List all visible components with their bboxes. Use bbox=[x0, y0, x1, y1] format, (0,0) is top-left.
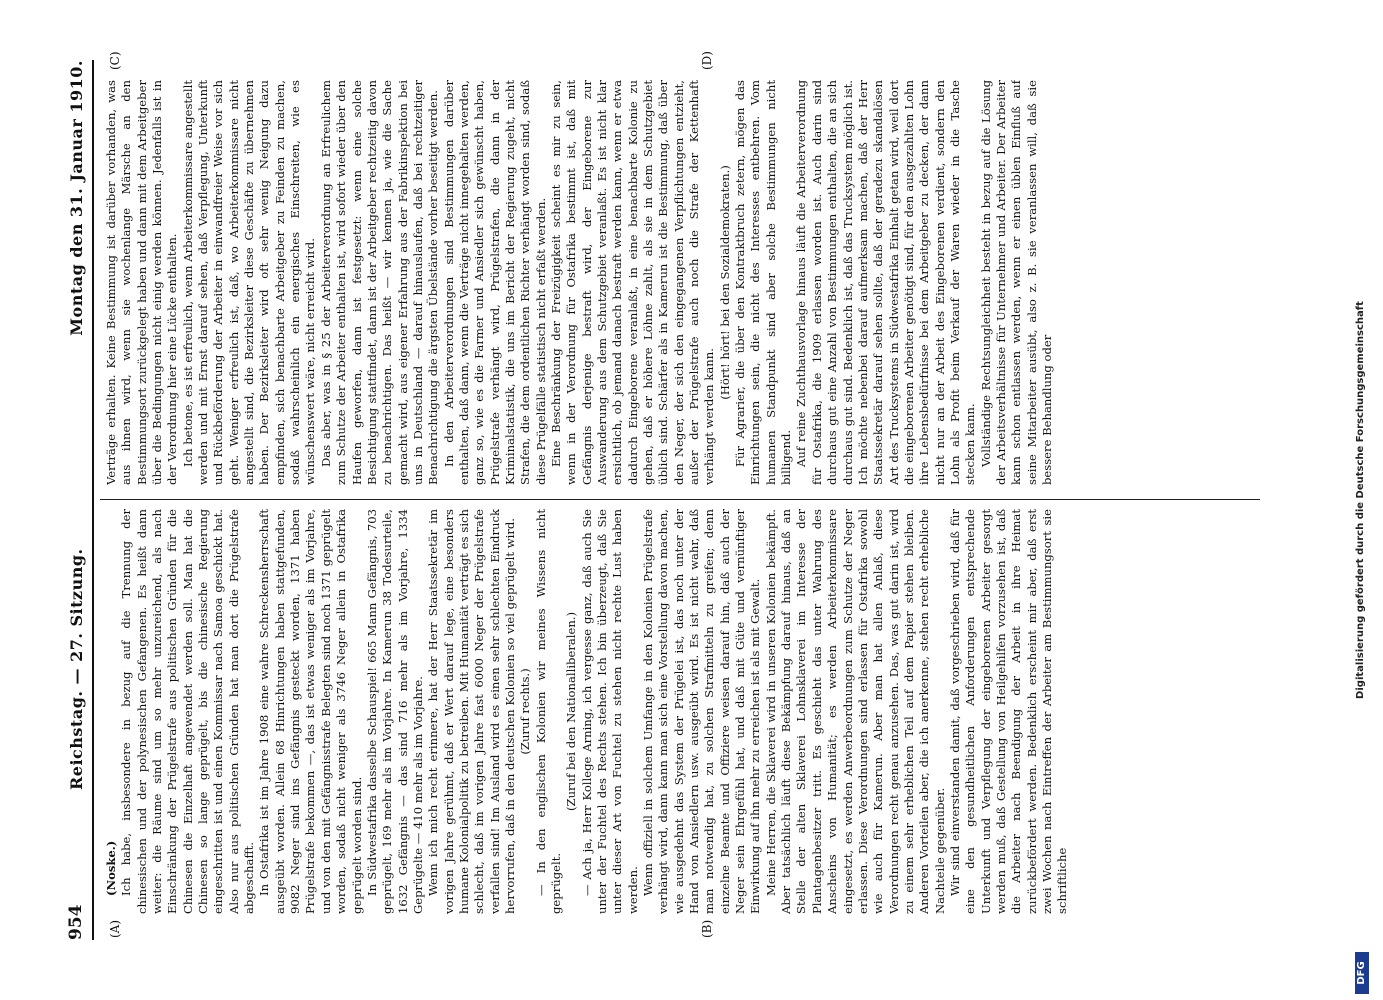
paragraph bbox=[534, 509, 565, 914]
paragraph bbox=[319, 80, 442, 485]
page-header bbox=[52, 60, 94, 940]
dfg-logo: DFG bbox=[1355, 952, 1369, 994]
interjection bbox=[564, 509, 579, 914]
margin-marker-a: (A) bbox=[108, 919, 122, 938]
paragraph bbox=[104, 509, 119, 914]
page-footer bbox=[1355, 0, 1377, 1000]
paragraph-text: Wenn offiziell in solchem Umfange in den Kolonien Prügelstrafe verhängt wird, dann kann man sich eine Vorstellung davon machen, wie ausgedehnt das System der Prügelei ist, das noch unter der Hand von Ansiedlern usw. ausgeübt wird. Es ist nicht wahr, daß man notwendig hat, zu solchen Strafmitteln zu greifen; denn einzelne Beamte und Offiziere weisen darauf hin, daß auch der Neger sein Ehrgefühl hat, und daß mit Güte und vernünftiger Einwirkung auf ihn mehr zu erreichen ist als mit Gewalt. bbox=[641, 509, 763, 914]
paragraph bbox=[948, 509, 1071, 914]
paragraph-text: In Südwestafrika dasselbe Schauspiel! 665 Mann Gefängnis, 703 geprügelt, 169 mehr als im Vorjahre. In Kamerun 38 Todesurteile, 1632 Gefängnis — das sind 716 mehr als im Vorjahre, 1334 Geprügelte — 410 mehr als im Vorjahre. bbox=[364, 509, 425, 914]
paragraph-text: — In den englischen Kolonien wir meines Wissens nicht geprügelt. bbox=[533, 509, 563, 914]
page-number: 954 bbox=[66, 904, 86, 940]
paragraph-text: Wenn ich mich recht erinnere, hat der Herr Staatssekretär im vorigen Jahre gerühmt, daß er Wert darauf lege, eine besonders humane Kolonialpolitik zu betreiben. Mit Humanität verträgt es sich schlecht, daß im vorigen Jahre fast 6000 Neger der Prügelstrafe verfallen sind! Im Ausland wird es einen sehr schlechten Eindruck hervorrufen, daß in den deutschen Kolonien so viel geprügelt wird. bbox=[426, 509, 517, 914]
text-column-right bbox=[104, 80, 1254, 485]
speaker-name: (Noske.) bbox=[104, 840, 118, 896]
paragraph-text: (Zuruf bei den Nationalliberalen.) bbox=[564, 611, 579, 812]
paragraph bbox=[549, 80, 718, 485]
paragraph bbox=[426, 509, 518, 914]
interjection bbox=[718, 80, 733, 485]
interjection bbox=[518, 509, 533, 914]
paragraph-text: Ich betone, es ist erfreulich, wenn Arbeiterkommissare angestellt werden und mit Ernst darauf sehen, daß Verpflegung, Unterkunft und Rückbeförderung der Arbeiter in einwandfreier Weise vor sich geht. Weniger erfreulich ist, daß, wo Arbeiterkommissare nicht angestellt sind, die Bezirksleiter diese Geschäfte zu übernehmen haben. Der Bezirksleiter wird oft sehr wenig Neigung dazu empfinden, sich benachbarte Arbeitgeber zu Feinden zu machen, sodaß wahrscheinlich ein energisches Einschreiten, wie es wünschenswert wäre, nicht erreicht wird. bbox=[180, 80, 318, 485]
paragraph bbox=[104, 80, 181, 485]
paragraph bbox=[733, 80, 794, 485]
paragraph-text: Für Agrarier, die über den Kontraktbruch zetern, mögen das Einrichtungen sein, die nicht des Interesses entbehren. Vom humanen Standpunkt sind aber solche Bestimmungen nicht billigend. bbox=[733, 80, 794, 485]
paragraph-text: — Ach ja, Herr Kollege Arning, ich vergesse ganz, daß auch Sie unter der Fuchtel des Rechts stehen. Ich bin überzeugt, daß Sie unter dieser Art von Fuchtel zu stehen nicht rechte Lust haben werden. bbox=[579, 509, 640, 914]
paragraph-text: Wir sind einverstanden damit, daß vorgeschrieben wird, daß für eine den gesundheitlichen Anforderungen entsprechende Unterkunft und Verpflegung der eingeborenen Arbeiter gesorgt werden muß, daß Gestellung von Heilgehilfen vorzusehen ist, daß die Arbeiter nach Beendigung der Arbeit in ihre Heimat zurückbefördert werden. Bedenklich erscheint mir aber, daß erst zwei Wochen nach Eintreffen der Arbeiter am Bestimmungsort sie schriftliche bbox=[947, 509, 1070, 914]
paragraph-text: Ich habe, insbesondere in bezug auf die Trennung der chinesischen und der polynesischen Gefangenen. Es heißt dann weiter: die Räume sind um so mehr unzureichend, als nach Einschränkung der Prügelstrafe aus politischen Gründen für die Chinesen die Einzelhaft angewendet werden soll. Man hat die Chinesen so lange geprügelt, bis die chinesische Regierung eingeschritten ist und einen Kommissar nach Samoa geschickt hat. Also nur aus politischen Gründen hat man dort die Prügelstrafe abgeschafft. bbox=[119, 509, 257, 914]
margin-marker-d: (D) bbox=[700, 51, 714, 70]
paragraph-text: Eine Beschränkung der Freizügigkeit scheint es mir zu sein, wenn in der Verordnung für Ostafrika bestimmt ist, daß mit Gefängnis derjenige bestraft wird, der Eingeborene zur Auswanderung aus dem Schutzgebiet veranlaßt. Es ist nicht klar ersichtlich, ob jemand danach bestraft werden kann, wenn er etwa dadurch Eingeborene veranlaßt, in eine benachbarte Kolonie zu gehen, daß er höhere Löhne zahlt, als sie in dem Schutzgebiet üblich sind. Schärfer als in Kamerun ist die Bestimmung, daß über den Neger, der sich den eingegangenen Verpflichtungen entzieht, außer der Prügelstrafe auch noch die Strafe der Kettenhaft verhängt werden kann. bbox=[548, 80, 717, 485]
paragraph bbox=[119, 509, 257, 914]
paragraph-text: In Ostafrika ist im Jahre 1908 eine wahre Schreckensherrschaft ausgeübt worden. Allein 68 Hinrichtungen haben stattgefunden, 9082 Neger sind ins Gefängnis gesteckt worden, 1371 haben Prügelstrafe bekommen —, das ist etwas weniger als im Vorjahre, und von den mit Gefängnisstrafe Belegten sind noch 1371 geprügelt worden, sodaß nicht weniger als 3746 Neger allein in Ostafrika geprügelt worden sind. bbox=[257, 509, 364, 914]
paragraph bbox=[641, 509, 764, 914]
paragraph bbox=[580, 509, 641, 914]
paragraph-text: Meine Herren, die Sklaverei wird in unseren Kolonien bekämpft. Aber tatsächlich läuft diese Bekämpfung darauf hinaus, daß an Stelle der alten Sklaverei Lohnsklaverei im Interesse der Plantagenbesitzer tritt. Es geschieht das unter Wahrung des Anscheins von Humanität; es werden Arbeiterkommissare eingesetzt, es werden Anwerbeordnungen zum Schutze der Neger erlassen. Diese Verordnungen sind erlassen für Ostafrika sowohl wie auch für Kamerun. Aber man hat allen Anlaß, diese Verordnungen recht genau anzusehen. Das, was gut darin ist, wird zu einem sehr erheblichen Teil auf dem Papier stehen bleiben. Anderen Vorteilen aber, die ich anerkenne, stehen recht erhebliche Nachteile gegenüber. bbox=[763, 509, 947, 914]
session-title: Reichstag. — 27. Sitzung. bbox=[67, 548, 86, 790]
paragraph-text: In den Arbeiterverordnungen sind Bestimmungen darüber enthalten, daß dann, wenn die Verträge nicht innegehalten werden, ganz so, wie es die Farmer und Ansiedler sich gewünscht haben, Prügelstrafe verhängt wird, Prügelstrafen, die dann in der Kriminalstatistik, die uns im Bericht der Regierung zugeht, nicht Strafen, die dem ordentlichen Richter verhängt worden sind, sodaß diese Prügelfälle statistisch nicht erfaßt werden. bbox=[441, 80, 548, 485]
paragraph bbox=[442, 80, 549, 485]
paragraph-text: Das aber, was in § 25 der Arbeiterverordnung an Erfreulichem zum Schutze der Arbeiter enthalten ist, wird sofort wieder über den Haufen geworfen, dann ist festgesetzt: wenn eine solche Besichtigung stattfindet, dann ist der Arbeitgeber rechtzeitig davon zu benachrichtigen. Das heißt — wir kennen ja, wie die Sache gemacht wird, aus eigener Erfahrung aus der Fabrikinspektion bei uns in Deutschland — darauf hinauslaufen, daß bei rechtzeitiger Benachrichtigung die ärgsten Übelstände vorher beseitigt werden. bbox=[318, 80, 441, 485]
paragraph bbox=[794, 80, 978, 485]
digitization-credit: Digitalisierung gefördert durch die Deutsche Forschungsgemeinschaft bbox=[1355, 301, 1366, 699]
paragraph-text: (Hört! hört! bei den Sozialdemokraten.) bbox=[717, 165, 732, 400]
paragraph bbox=[365, 509, 426, 914]
paragraph-text: Auf reine Zuchthausvorlage hinaus läuft die Arbeiterverordnung für Ostafrika, die 1909 erlassen worden ist. Auch darin sind durchaus gut eine Anzahl von Bestimmungen enthalten, die an sich durchaus gut sind. Bedenklich ist, daß das Trucksystem möglich ist. Ich möchte nebenbei darauf aufmerksam machen, daß der Herr Staatssekretär darauf sehen sollte, daß der geradezu skandalösen Art des Trucksystems in Südwestafrika Einhalt getan wird, weil dort die eingeborenen Arbeiter genötigt sind, für den ausgezahlten Lohn ihre Lebensbedürfnisse bei dem Arbeitgeber zu decken, der dann nicht nur an der Arbeit des Eingeborenen verdient, sondern den Lohn als Profit beim Verkauf der Waren wieder in die Tasche stecken kann. bbox=[794, 80, 978, 485]
paragraph-text: Verträge erhalten. Keine Bestimmung ist darüber vorhanden, was aus ihnen wird, wenn sie wochenlange Märsche an den Bestimmungsort zurückgelegt haben und dann mit dem Arbeitgeber über die Bedingungen nicht einig werden können. Jedenfalls ist in der Verordnung hier eine Lücke enthalten. bbox=[104, 80, 180, 485]
column-divider bbox=[100, 499, 1260, 500]
margin-marker-c: (C) bbox=[108, 51, 122, 70]
paragraph bbox=[764, 509, 948, 914]
paragraph bbox=[257, 509, 364, 914]
session-date: Montag den 31. Januar 1910. bbox=[67, 60, 86, 336]
margin-marker-b: (B) bbox=[700, 919, 714, 938]
paragraph-text: (Zuruf rechts.) bbox=[518, 668, 533, 755]
text-column-left bbox=[104, 509, 1254, 914]
paragraph-text: Vollständige Rechtsungleichheit besteht in bezug auf die Lösung der Arbeitsverhältnisse für Unternehmer und Arbeiter. Der Arbeiter kann schon entlassen werden, wenn er einen üblen Einfluß auf seine Mitarbeiter ausübt, also z. B. sie veranlassen will, daß sie bessere Behandlung oder bbox=[978, 80, 1054, 485]
paragraph bbox=[979, 80, 1056, 485]
paragraph bbox=[181, 80, 319, 485]
